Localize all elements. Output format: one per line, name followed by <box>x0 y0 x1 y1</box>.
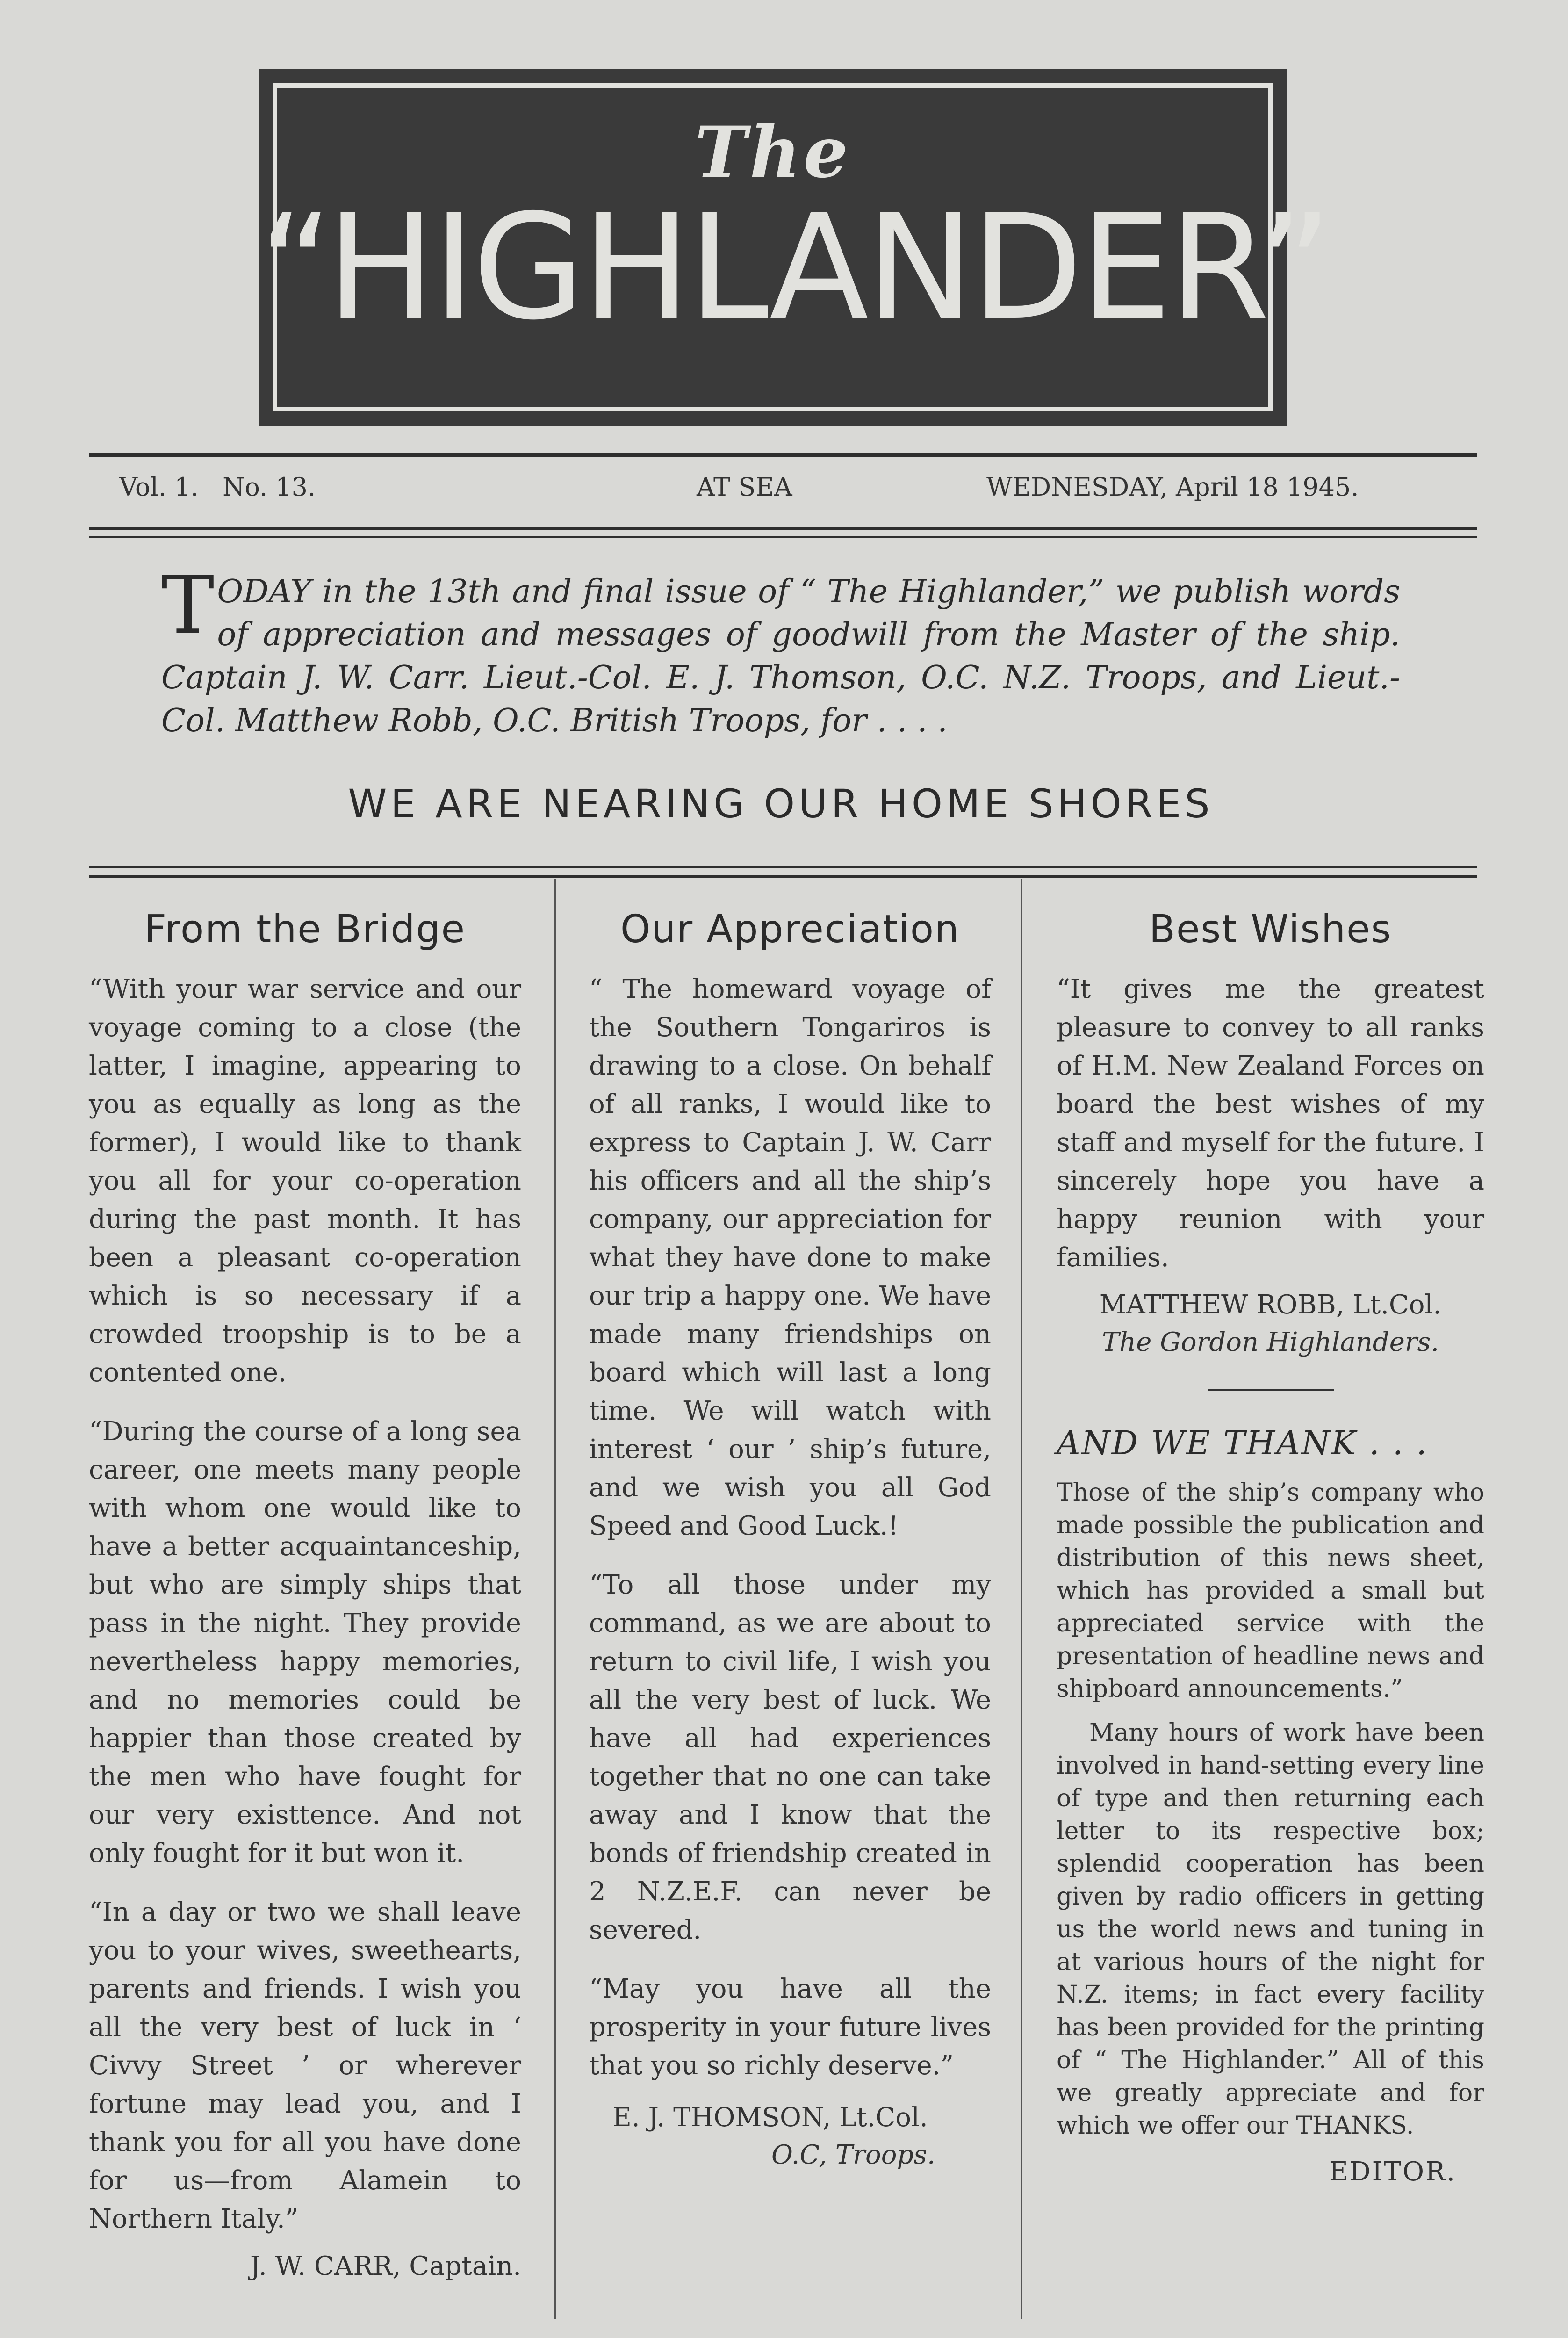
column-divider-2 <box>1021 879 1022 2319</box>
rule-dateline-2 <box>89 536 1477 538</box>
intro-paragraph <box>161 559 1400 743</box>
thanks-paragraph: Many hours of work have been involved in hand-setting every line of type and then returning each letter to its respective box; splendid cooperation has been given by radio officers in getting us the world news and tuning in at various hours of the night for N.Z. items; in fact every facility has been provided for the printing of “ The Highlander.” All of this we greatly appreciate and for which we offer our THANKS. <box>1057 1719 1484 2140</box>
wishes-separator <box>1208 1389 1334 1391</box>
bridge-paragraph: “In a day or two we shall leave you to your wives, sweethearts, parents and friends. I wish you all the very best of luck in ‘ Civvy Street ’ or wherever fortune may lead you, and I thank you for all you have done for us—from Alamein to Northern Italy.” <box>89 1897 521 2234</box>
bridge-paragraph: “During the course of a long sea career, one meets many people with whom one would like to have a better acquaintanceship, but who are simply ships that pass in the night. They provide nevertheless happy memories, and no memories could be happier than those created by the men who have fought for our very existtence. And not only fought for it but won it. <box>89 1416 521 1869</box>
wishes-signature-name: MATTHEW ROBB, Lt.Col. <box>1099 1290 1442 1320</box>
thanks-paragraph: Those of the ship’s company who made possible the publication and distribution of this news sheet, which has provided a small but appreciated service with the presentation of headline news and shipboard announcements.” <box>1057 1479 1484 1703</box>
thanks-heading: AND WE THANK . . . <box>1057 1424 1428 1462</box>
rule-headline-2 <box>89 875 1477 878</box>
thanks-body <box>1057 1476 1484 2142</box>
rule-headline-1 <box>89 866 1477 868</box>
dateline-date: WEDNESDAY, April 18 1945. <box>986 472 1359 502</box>
column-heading-wishes: Best Wishes <box>1149 907 1392 952</box>
rule-top <box>89 453 1477 457</box>
masthead-the: The <box>694 111 851 194</box>
editor-signature: EDITOR. <box>1329 2157 1456 2187</box>
column-our-appreciation <box>589 907 991 2174</box>
column-heading-appreciation: Our Appreciation <box>620 907 960 952</box>
appreciation-signature-title: O.C, Troops. <box>771 2140 935 2170</box>
column-divider-1 <box>554 879 556 2319</box>
masthead <box>259 69 1330 426</box>
appreciation-paragraph: “To all those under my command, as we are about to return to civil life, I wish you all the very best of luck. We have all had experiences together that no one can take away and I know that the bonds of friendship created in 2 N.Z.E.F. can never be severed. <box>589 1570 991 1945</box>
headline: WE ARE NEARING OUR HOME SHORES <box>348 781 1214 827</box>
column-from-the-bridge <box>89 907 521 2285</box>
appreciation-paragraph: “May you have all the prosperity in your future lives that you so richly deserve.” <box>589 1974 991 2081</box>
dateline-volume: Vol. 1. No. 13. <box>119 472 316 502</box>
column-heading-bridge: From the Bridge <box>144 907 466 952</box>
intro-text: ODAY in the 13th and final issue of “ The Highlander,” we publish words of appreciation and messages of goodwill from the Master of the ship. Captain J. W. Carr. Lieut.-Col. E. J. Thomson, O.C. N.Z. Troops, and Lieut.-Col. Matthew Robb, O.C. British Troops, for . . . . <box>161 573 1400 739</box>
masthead-title: “HIGHLANDER” <box>259 183 1330 352</box>
dateline-location: AT SEA <box>697 472 792 502</box>
intro-drop-cap: T <box>161 559 215 652</box>
wishes-signature-title: The Gordon Highlanders. <box>1101 1327 1439 1357</box>
appreciation-signature-name: E. J. THOMSON, Lt.Col. <box>612 2102 928 2133</box>
rule-dateline-1 <box>89 527 1477 530</box>
bridge-paragraph: “With your war service and our voyage coming to a close (the latter, I imagine, appearing to you as equally as long as the former), I would like to thank you all for your co-operation during the past month. It has been a pleasant co-operation which is so necessary if a crowded troopship is to be a contented one. <box>89 974 521 1388</box>
wishes-paragraph: “It gives me the greatest pleasure to convey to all ranks of H.M. New Zealand Forces on board the best wishes of my staff and myself for the future. I sincerely hope you have a happy reunion with your families. <box>1057 974 1484 1273</box>
bridge-signature: J. W. CARR, Captain. <box>250 2251 521 2281</box>
appreciation-paragraph: “ The homeward voyage of the Southern Tongariros is drawing to a close. On behalf of all ranks, I would like to express to Captain J. W. Carr his officers and all the ship’s company, our appreciation for what they have done to make our trip a happy one. We have made many friendships on board which will last a long time. We will watch with interest ‘ our ’ ship’s future, and we wish you all God Speed and Good Luck.! <box>589 974 991 1541</box>
column-best-wishes <box>1057 907 1484 2191</box>
